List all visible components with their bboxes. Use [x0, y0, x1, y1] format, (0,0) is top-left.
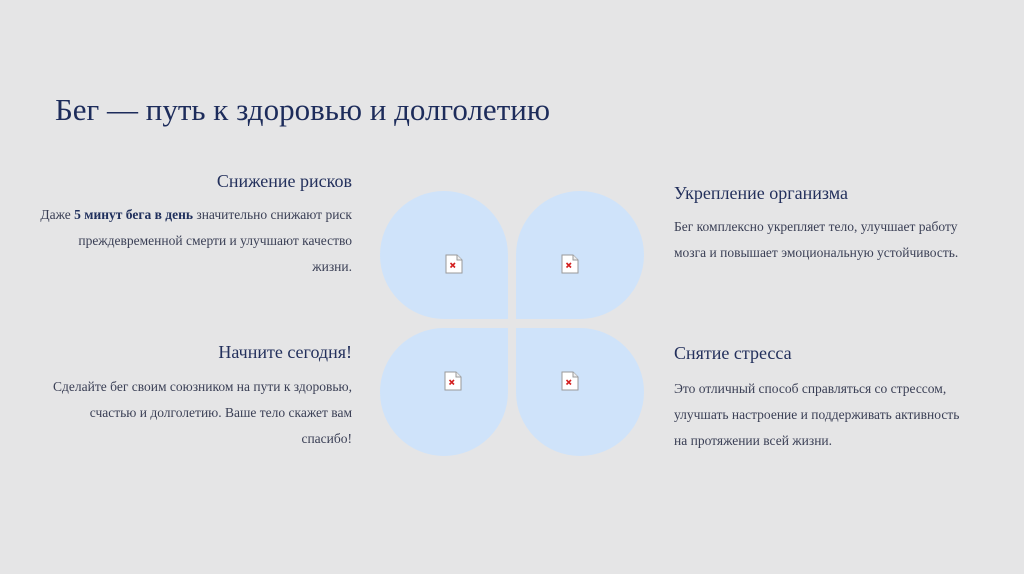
text-post: значительно снижают риск преждевременной смерти и улучшают качество жизни. — [78, 207, 352, 274]
block-heading: Снижение рисков — [216, 171, 352, 191]
block-text: Это отличный способ справляться со стрессом, улучшать настроение и поддерживать активность на протяжении всей жизни. — [674, 381, 960, 448]
petal-top-right — [516, 191, 644, 319]
block-heading: Начните сегодня! — [218, 342, 352, 362]
petal-bottom-right — [516, 328, 644, 456]
block-heading: Укрепление организма — [674, 183, 849, 203]
text-bold: 5 минут бега в день — [74, 207, 193, 222]
block-start-today — [40, 342, 352, 452]
broken-image-icon — [444, 371, 462, 391]
block-risk-reduction — [40, 171, 352, 280]
petal-top-left — [380, 191, 508, 319]
block-strengthening — [674, 183, 974, 266]
broken-image-icon — [561, 254, 579, 274]
block-stress-relief — [674, 343, 974, 454]
block-heading: Снятие стресса — [674, 343, 792, 363]
block-text — [40, 202, 352, 280]
block-text: Сделайте бег своим союзником на пути к здоровью, счастью и долголетию. Ваше тело скажет вам спасибо! — [53, 379, 352, 446]
broken-image-icon — [445, 254, 463, 274]
block-text: Бег комплексно укрепляет тело, улучшает работу мозга и повышает эмоциональную устойчивость. — [674, 219, 959, 260]
petal-bottom-left — [380, 328, 508, 456]
broken-image-icon — [561, 371, 579, 391]
slide-title: Бег — путь к здоровью и долголетию — [55, 92, 550, 127]
text-pre: Даже — [40, 207, 75, 222]
